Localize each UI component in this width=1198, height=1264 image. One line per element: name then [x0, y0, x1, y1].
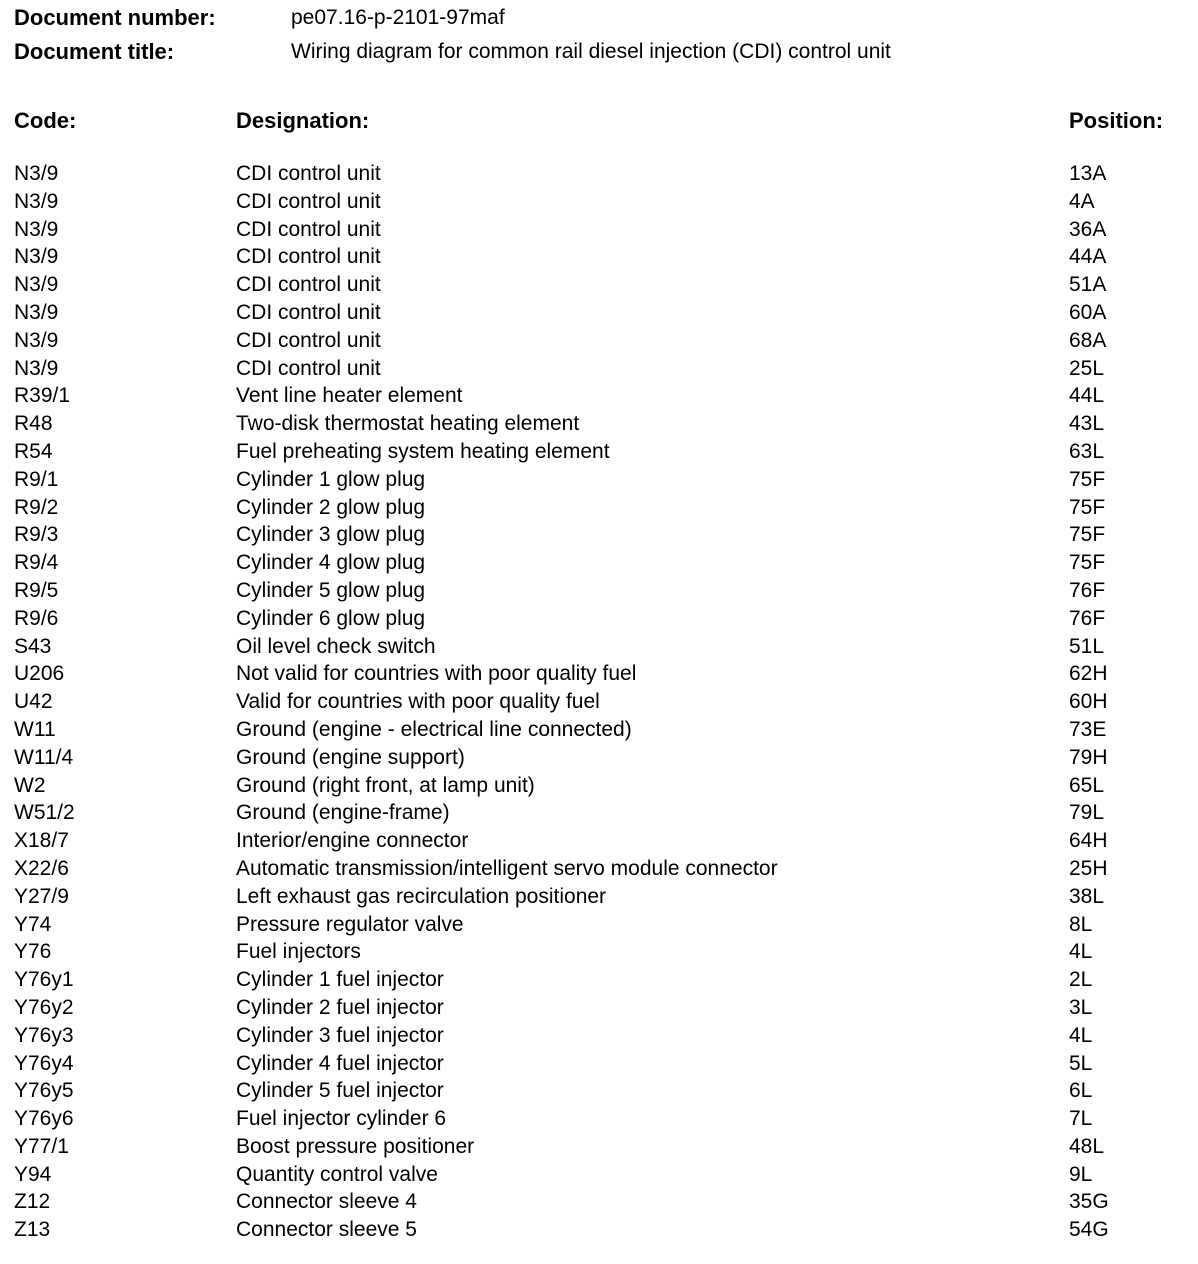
row-position: 54G	[1069, 1218, 1109, 1242]
row-designation: Cylinder 5 fuel injector	[236, 1079, 444, 1103]
row-position: 9L	[1069, 1162, 1093, 1186]
row-code: Y76y1	[14, 968, 74, 992]
table-row	[0, 855, 1198, 883]
row-designation: Fuel injectors	[236, 940, 361, 964]
table-row	[0, 966, 1198, 994]
row-code: R39/1	[14, 384, 71, 408]
row-code: W51/2	[14, 801, 75, 825]
row-position: 75F	[1069, 495, 1106, 519]
table-row	[0, 605, 1198, 633]
row-code: R48	[14, 412, 53, 436]
table-row	[0, 883, 1198, 911]
row-code: Y77/1	[14, 1134, 69, 1158]
row-code: S43	[14, 634, 52, 658]
column-header-code: Code:	[14, 108, 77, 133]
row-designation: Left exhaust gas recirculation positioner	[236, 884, 607, 908]
table-row	[0, 716, 1198, 744]
table-row	[0, 188, 1198, 216]
table-row	[0, 744, 1198, 772]
row-position: 35G	[1069, 1190, 1109, 1214]
row-designation: Connector sleeve 4	[236, 1190, 417, 1214]
row-code: U42	[14, 690, 53, 714]
document-title-value: Wiring diagram for common rail diesel injection (CDI) control unit	[291, 40, 891, 63]
table-row	[0, 160, 1198, 188]
row-code: R9/2	[14, 495, 59, 519]
row-position: 4L	[1069, 1023, 1093, 1047]
row-position: 65L	[1069, 773, 1105, 797]
row-code: R9/3	[14, 523, 59, 547]
row-position: 76F	[1069, 578, 1106, 602]
table-row	[0, 521, 1198, 549]
row-designation: CDI control unit	[236, 300, 381, 324]
column-header-position: Position:	[1069, 108, 1164, 133]
row-designation: Fuel injector cylinder 6	[236, 1107, 447, 1131]
table-row	[0, 355, 1198, 383]
document-number-row	[14, 4, 505, 32]
table-row	[0, 1105, 1198, 1133]
row-designation: Connector sleeve 5	[236, 1218, 417, 1242]
row-code: Y76y3	[14, 1023, 74, 1047]
table-row	[0, 494, 1198, 522]
row-position: 7L	[1069, 1107, 1093, 1131]
row-code: W11	[14, 717, 56, 741]
row-designation: Valid for countries with poor quality fuel	[236, 690, 600, 714]
row-designation: CDI control unit	[236, 356, 381, 380]
row-designation: CDI control unit	[236, 162, 381, 185]
row-position: 75F	[1069, 551, 1106, 575]
row-designation: Cylinder 1 fuel injector	[236, 968, 444, 992]
row-code: Y94	[14, 1162, 52, 1186]
table-row	[0, 1022, 1198, 1050]
table-row	[0, 633, 1198, 661]
row-code: U206	[14, 662, 65, 686]
table-row	[0, 1050, 1198, 1078]
table-row	[0, 688, 1198, 716]
row-position: 75F	[1069, 523, 1106, 547]
row-position: 2L	[1069, 968, 1093, 992]
row-designation: Interior/engine connector	[236, 829, 469, 853]
table-row	[0, 1188, 1198, 1216]
row-designation: Automatic transmission/intelligent servo module connector	[236, 856, 778, 880]
row-position: 6L	[1069, 1079, 1093, 1103]
row-position: 8L	[1069, 912, 1093, 936]
row-code: Y76	[14, 940, 52, 964]
row-position: 44L	[1069, 384, 1105, 408]
row-code: N3/9	[14, 300, 59, 324]
row-position: 60H	[1069, 690, 1108, 714]
table-row	[0, 1216, 1198, 1244]
table-row	[0, 660, 1198, 688]
row-position: 4A	[1069, 189, 1095, 213]
row-position: 25L	[1069, 356, 1105, 380]
row-position: 44A	[1069, 245, 1107, 269]
row-code: W2	[14, 773, 46, 797]
row-position: 13A	[1069, 162, 1107, 185]
document-number-value: pe07.16-p-2101-97maf	[291, 6, 505, 29]
row-code: X22/6	[14, 856, 69, 880]
row-designation: Cylinder 4 glow plug	[236, 551, 426, 575]
row-designation: Cylinder 5 glow plug	[236, 578, 426, 602]
row-designation: Ground (engine support)	[236, 745, 465, 769]
row-designation: Cylinder 3 fuel injector	[236, 1023, 444, 1047]
row-position: 4L	[1069, 940, 1093, 964]
row-code: Y76y5	[14, 1079, 74, 1103]
table-row	[0, 271, 1198, 299]
row-position: 64H	[1069, 829, 1108, 853]
document-title-label: Document title:	[14, 39, 175, 64]
table-row	[0, 799, 1198, 827]
table-row	[0, 243, 1198, 271]
row-designation: Cylinder 6 glow plug	[236, 606, 426, 630]
row-code: Y27/9	[14, 884, 69, 908]
table-row	[0, 577, 1198, 605]
row-position: 68A	[1069, 328, 1107, 352]
row-designation: Vent line heater element	[236, 384, 463, 408]
component-table	[0, 160, 1198, 1244]
row-designation: Two-disk thermostat heating element	[236, 412, 580, 436]
table-row	[0, 772, 1198, 800]
document-number-label: Document number:	[14, 5, 216, 30]
row-code: R9/1	[14, 467, 59, 491]
row-code: Y76y2	[14, 995, 74, 1019]
row-designation: CDI control unit	[236, 328, 381, 352]
row-code: N3/9	[14, 189, 59, 213]
row-code: R9/6	[14, 606, 59, 630]
row-position: 63L	[1069, 439, 1105, 463]
row-position: 75F	[1069, 467, 1106, 491]
row-code: N3/9	[14, 245, 59, 269]
row-code: Z13	[14, 1218, 51, 1242]
row-position: 5L	[1069, 1051, 1093, 1075]
row-code: Y76y6	[14, 1107, 74, 1131]
row-position: 3L	[1069, 995, 1093, 1019]
column-header-designation: Designation:	[236, 108, 370, 133]
row-designation: Ground (engine-frame)	[236, 801, 450, 825]
row-position: 60A	[1069, 300, 1107, 324]
row-designation: Cylinder 2 glow plug	[236, 495, 426, 519]
row-designation: Cylinder 3 glow plug	[236, 523, 426, 547]
table-row	[0, 466, 1198, 494]
table-row	[0, 216, 1198, 244]
row-position: 25H	[1069, 856, 1108, 880]
table-row	[0, 938, 1198, 966]
row-position: 79L	[1069, 801, 1105, 825]
table-row	[0, 1133, 1198, 1161]
document-title-row	[14, 38, 891, 66]
row-position: 48L	[1069, 1134, 1105, 1158]
row-code: N3/9	[14, 273, 59, 297]
row-position: 38L	[1069, 884, 1105, 908]
row-designation: Quantity control valve	[236, 1162, 438, 1186]
table-row	[0, 549, 1198, 577]
row-code: N3/9	[14, 217, 59, 241]
row-position: 51A	[1069, 273, 1107, 297]
row-code: R9/4	[14, 551, 59, 575]
row-code: Y74	[14, 912, 52, 936]
row-designation: Oil level check switch	[236, 634, 436, 658]
row-designation: Not valid for countries with poor quality fuel	[236, 662, 637, 686]
table-row	[0, 1077, 1198, 1105]
row-code: N3/9	[14, 328, 59, 352]
row-designation: Boost pressure positioner	[236, 1134, 475, 1158]
table-row	[0, 382, 1198, 410]
table-row	[0, 299, 1198, 327]
row-designation: Cylinder 4 fuel injector	[236, 1051, 444, 1075]
row-code: N3/9	[14, 356, 59, 380]
row-designation: CDI control unit	[236, 189, 381, 213]
row-designation: CDI control unit	[236, 273, 381, 297]
row-position: 73E	[1069, 717, 1107, 741]
row-code: R9/5	[14, 578, 59, 602]
table-row	[0, 994, 1198, 1022]
row-position: 76F	[1069, 606, 1106, 630]
row-designation: CDI control unit	[236, 217, 381, 241]
row-position: 62H	[1069, 662, 1108, 686]
row-code: Z12	[14, 1190, 51, 1214]
row-code: Y76y4	[14, 1051, 74, 1075]
row-position: 51L	[1069, 634, 1105, 658]
row-position: 79H	[1069, 745, 1108, 769]
row-designation: CDI control unit	[236, 245, 381, 269]
row-designation: Pressure regulator valve	[236, 912, 464, 936]
row-designation: Cylinder 1 glow plug	[236, 467, 426, 491]
table-row	[0, 438, 1198, 466]
table-row	[0, 827, 1198, 855]
table-row	[0, 1161, 1198, 1189]
row-position: 43L	[1069, 412, 1105, 436]
table-row	[0, 911, 1198, 939]
row-designation: Ground (engine - electrical line connected)	[236, 717, 632, 741]
row-code: X18/7	[14, 829, 69, 853]
table-row	[0, 410, 1198, 438]
row-designation: Ground (right front, at lamp unit)	[236, 773, 535, 797]
row-position: 36A	[1069, 217, 1107, 241]
row-code: R54	[14, 439, 53, 463]
row-code: W11/4	[14, 745, 74, 769]
table-row	[0, 327, 1198, 355]
row-code: N3/9	[14, 162, 59, 185]
row-designation: Fuel preheating system heating element	[236, 439, 610, 463]
row-designation: Cylinder 2 fuel injector	[236, 995, 444, 1019]
